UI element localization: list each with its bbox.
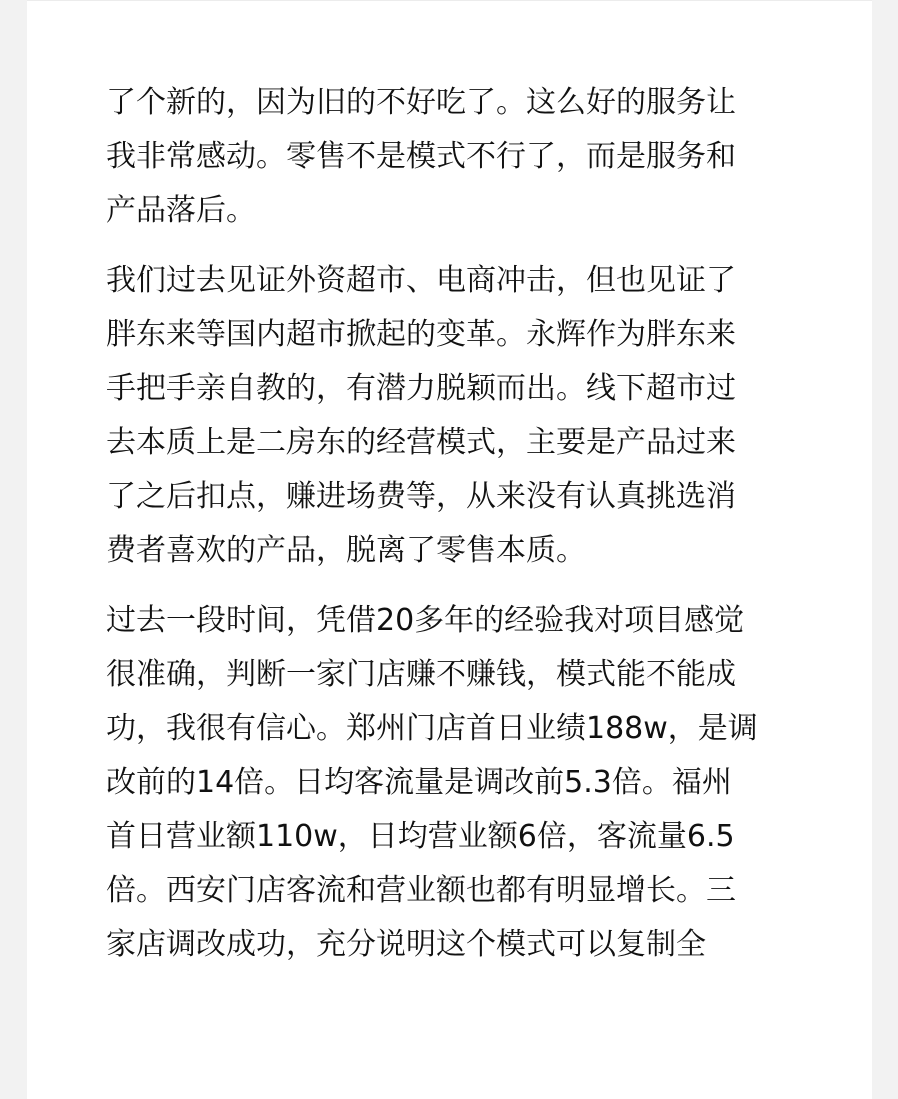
text-line: 改前的14倍。日均客流量是调改前5.3倍。福州 — [106, 765, 732, 800]
text-line: 费者喜欢的产品，脱离了零售本质。 — [106, 533, 586, 568]
text-line: 过去一段时间，凭借20多年的经验我对项目感觉 — [106, 603, 745, 638]
text-line: 了个新的，因为旧的不好吃了。这么好的服务让 — [106, 85, 736, 120]
text-line: 去本质上是二房东的经营模式，主要是产品过来 — [106, 425, 736, 460]
text-line: 家店调改成功，充分说明这个模式可以复制全 — [106, 927, 706, 962]
text-line: 我非常感动。零售不是模式不行了，而是服务和 — [106, 139, 736, 174]
text-line: 手把手亲自教的，有潜力脱颖而出。线下超市过 — [106, 371, 736, 406]
text-line: 胖东来等国内超市掀起的变革。永辉作为胖东来 — [106, 317, 736, 352]
text-line: 很准确，判断一家门店赚不赚钱，模式能不能成 — [106, 657, 736, 692]
paragraph-1 — [106, 76, 806, 238]
article-body — [106, 76, 806, 988]
text-line: 产品落后。 — [106, 193, 256, 228]
paragraph-3 — [106, 594, 806, 972]
text-line: 首日营业额110w，日均营业额6倍，客流量6.5 — [106, 819, 735, 854]
article-page — [27, 0, 872, 1099]
text-line: 我们过去见证外资超市、电商冲击，但也见证了 — [106, 263, 736, 298]
text-line: 了之后扣点，赚进场费等，从来没有认真挑选消 — [106, 479, 736, 514]
paragraph-2 — [106, 254, 806, 578]
text-line: 倍。西安门店客流和营业额也都有明显增长。三 — [106, 873, 736, 908]
text-line: 功，我很有信心。郑州门店首日业绩188w，是调 — [106, 711, 758, 746]
